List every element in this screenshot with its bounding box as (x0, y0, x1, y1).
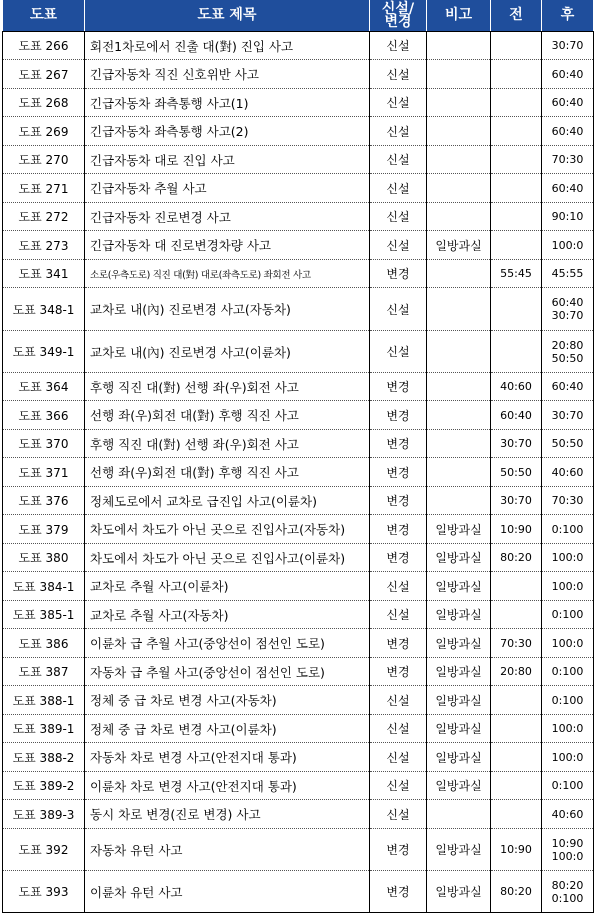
type-cell: 신설 (370, 331, 427, 373)
chart-code-cell: 도표 341 (3, 260, 85, 288)
table-row (3, 743, 594, 772)
note-cell (427, 60, 491, 89)
table-row (3, 430, 594, 458)
before-ratio-cell (491, 715, 542, 743)
before-ratio-cell (491, 743, 542, 772)
table-row (3, 629, 594, 658)
before-ratio-cell: 30:70 (491, 487, 542, 515)
table-row (3, 331, 594, 373)
note-cell: 일방과실 (427, 772, 491, 800)
table-row (3, 871, 594, 913)
before-ratio-cell (491, 601, 542, 629)
chart-code-cell: 도표 370 (3, 430, 85, 458)
chart-title-cell: 교차로 추월 사고(이륜차) (85, 572, 370, 601)
type-cell: 변경 (370, 487, 427, 515)
after-ratio-cell: 70:30 (542, 487, 594, 515)
note-cell (427, 32, 491, 60)
before-ratio-cell (491, 146, 542, 174)
chart-code-cell: 도표 376 (3, 487, 85, 515)
note-cell (427, 203, 491, 231)
after-ratio-line: 10:90 (551, 836, 584, 850)
chart-code-cell: 도표 379 (3, 515, 85, 544)
header-after: 후 (542, 0, 594, 32)
after-ratio-line: 60:40 (551, 296, 584, 309)
after-ratio-line: 20:80 (551, 338, 584, 352)
type-cell: 변경 (370, 658, 427, 686)
after-ratio-cell: 100:0 (542, 743, 594, 772)
table-row (3, 146, 594, 174)
after-ratio-cell: 45:55 (542, 260, 594, 288)
table-row (3, 800, 594, 829)
type-cell: 변경 (370, 458, 427, 487)
type-cell: 변경 (370, 544, 427, 572)
before-ratio-cell: 80:20 (491, 871, 542, 913)
chart-title-cell: 동시 차로 변경(진로 변경) 사고 (85, 800, 370, 829)
type-cell: 변경 (370, 629, 427, 658)
type-cell: 신설 (370, 601, 427, 629)
before-ratio-cell (491, 572, 542, 601)
chart-code-cell: 도표 380 (3, 544, 85, 572)
note-cell (427, 260, 491, 288)
chart-title-cell: 긴급자동차 추월 사고 (85, 174, 370, 203)
table-row (3, 203, 594, 231)
chart-code-cell: 도표 371 (3, 458, 85, 487)
chart-code-cell: 도표 269 (3, 117, 85, 146)
before-ratio-cell: 30:70 (491, 430, 542, 458)
table-row (3, 288, 594, 331)
type-cell: 변경 (370, 373, 427, 401)
note-cell (427, 288, 491, 331)
chart-title-cell: 긴급자동차 대로 진입 사고 (85, 146, 370, 174)
header-type-line: 신설/ (381, 0, 415, 17)
note-cell (427, 146, 491, 174)
chart-title-cell: 선행 좌(우)회전 대(對) 후행 직진 사고 (85, 458, 370, 487)
after-ratio-cell: 40:60 (542, 800, 594, 829)
type-cell: 신설 (370, 89, 427, 117)
before-ratio-cell (491, 331, 542, 373)
type-cell: 변경 (370, 260, 427, 288)
before-ratio-cell (491, 800, 542, 829)
chart-code-cell: 도표 266 (3, 32, 85, 60)
type-cell: 신설 (370, 572, 427, 601)
chart-title-cell: 이륜차 유턴 사고 (85, 871, 370, 913)
type-cell: 신설 (370, 32, 427, 60)
table-row (3, 174, 594, 203)
chart-code-cell: 도표 392 (3, 829, 85, 871)
before-ratio-cell (491, 772, 542, 800)
type-cell: 신설 (370, 743, 427, 772)
note-cell: 일방과실 (427, 743, 491, 772)
type-cell: 신설 (370, 174, 427, 203)
before-ratio-cell (491, 60, 542, 89)
header-title: 도표 제목 (85, 0, 370, 32)
chart-code-cell: 도표 271 (3, 174, 85, 203)
after-ratio-cell: 90:10 (542, 203, 594, 231)
chart-title-cell: 회전1차로에서 진출 대(對) 진입 사고 (85, 32, 370, 60)
note-cell (427, 117, 491, 146)
after-ratio-cell (542, 829, 594, 871)
note-cell (427, 458, 491, 487)
chart-code-cell: 도표 272 (3, 203, 85, 231)
chart-title-cell: 교차로 추월 사고(자동차) (85, 601, 370, 629)
before-ratio-cell (491, 32, 542, 60)
table-row (3, 572, 594, 601)
table-row (3, 231, 594, 260)
table-row (3, 715, 594, 743)
table-row (3, 401, 594, 430)
after-ratio-cell: 100:0 (542, 629, 594, 658)
before-ratio-cell: 55:45 (491, 260, 542, 288)
header-type (370, 0, 427, 32)
type-cell: 신설 (370, 60, 427, 89)
note-cell: 일방과실 (427, 715, 491, 743)
table-row (3, 658, 594, 686)
header-row (3, 0, 594, 32)
chart-code-cell: 도표 268 (3, 89, 85, 117)
note-cell (427, 89, 491, 117)
chart-title-cell: 이륜차 차로 변경 사고(안전지대 통과) (85, 772, 370, 800)
chart-code-cell: 도표 388-1 (3, 686, 85, 715)
note-cell (427, 331, 491, 373)
note-cell: 일방과실 (427, 515, 491, 544)
before-ratio-cell: 40:60 (491, 373, 542, 401)
chart-title-cell: 교차로 내(內) 진로변경 사고(이륜차) (85, 331, 370, 373)
note-cell (427, 800, 491, 829)
after-ratio-cell: 0:100 (542, 686, 594, 715)
after-ratio-cell: 30:70 (542, 401, 594, 430)
after-ratio-cell (542, 331, 594, 373)
before-ratio-cell (491, 288, 542, 331)
after-ratio-cell: 60:40 (542, 60, 594, 89)
before-ratio-cell (491, 89, 542, 117)
table-row (3, 829, 594, 871)
table-row (3, 686, 594, 715)
before-ratio-cell (491, 117, 542, 146)
note-cell: 일방과실 (427, 686, 491, 715)
chart-title-cell: 차도에서 차도가 아닌 곳으로 진입사고(자동차) (85, 515, 370, 544)
chart-code-cell: 도표 385-1 (3, 601, 85, 629)
chart-code-cell: 도표 384-1 (3, 572, 85, 601)
type-cell: 신설 (370, 203, 427, 231)
before-ratio-cell: 10:90 (491, 829, 542, 871)
chart-title-cell: 긴급자동차 직진 신호위반 사고 (85, 60, 370, 89)
table-row (3, 601, 594, 629)
note-cell: 일방과실 (427, 658, 491, 686)
table-row (3, 772, 594, 800)
note-cell: 일방과실 (427, 231, 491, 260)
before-ratio-cell: 80:20 (491, 544, 542, 572)
type-cell: 변경 (370, 515, 427, 544)
chart-code-cell: 도표 389-2 (3, 772, 85, 800)
note-cell: 일방과실 (427, 601, 491, 629)
after-ratio-cell: 100:0 (542, 715, 594, 743)
after-ratio-cell: 40:60 (542, 458, 594, 487)
type-cell: 변경 (370, 430, 427, 458)
chart-code-cell: 도표 387 (3, 658, 85, 686)
after-ratio-line: 0:100 (551, 891, 584, 905)
before-ratio-cell: 50:50 (491, 458, 542, 487)
table-row (3, 544, 594, 572)
table-row (3, 260, 594, 288)
chart-title-cell: 자동차 유턴 사고 (85, 829, 370, 871)
chart-title-cell: 정체도로에서 교차로 급진입 사고(이륜차) (85, 487, 370, 515)
after-ratio-cell: 0:100 (542, 772, 594, 800)
after-ratio-cell: 100:0 (542, 231, 594, 260)
table-row (3, 60, 594, 89)
after-ratio-cell: 0:100 (542, 601, 594, 629)
header-code: 도표 (3, 0, 85, 32)
before-ratio-cell: 70:30 (491, 629, 542, 658)
before-ratio-cell: 60:40 (491, 401, 542, 430)
chart-title-cell: 교차로 내(內) 진로변경 사고(자동차) (85, 288, 370, 331)
chart-code-cell: 도표 386 (3, 629, 85, 658)
after-ratio-cell: 30:70 (542, 32, 594, 60)
type-cell: 신설 (370, 117, 427, 146)
type-cell: 변경 (370, 829, 427, 871)
note-cell (427, 174, 491, 203)
chart-code-cell: 도표 389-1 (3, 715, 85, 743)
note-cell: 일방과실 (427, 572, 491, 601)
after-ratio-cell: 50:50 (542, 430, 594, 458)
chart-title-cell: 긴급자동차 진로변경 사고 (85, 203, 370, 231)
chart-title-cell: 이륜차 급 추월 사고(중앙선이 점선인 도로) (85, 629, 370, 658)
chart-code-cell: 도표 393 (3, 871, 85, 913)
chart-title-cell: 소로(우측도로) 직진 대(對) 대로(좌측도로) 좌회전 사고 (85, 260, 370, 288)
type-cell: 변경 (370, 401, 427, 430)
after-ratio-cell: 0:100 (542, 515, 594, 544)
after-ratio-cell: 60:40 (542, 174, 594, 203)
note-cell: 일방과실 (427, 544, 491, 572)
after-ratio-cell (542, 288, 594, 331)
type-cell: 변경 (370, 871, 427, 913)
after-ratio-line: 100:0 (551, 849, 584, 863)
before-ratio-cell: 20:80 (491, 658, 542, 686)
chart-code-cell: 도표 270 (3, 146, 85, 174)
chart-title-cell: 긴급자동차 좌측통행 사고(1) (85, 89, 370, 117)
after-ratio-cell: 100:0 (542, 544, 594, 572)
before-ratio-cell (491, 231, 542, 260)
after-ratio-cell: 100:0 (542, 572, 594, 601)
chart-title-cell: 후행 직진 대(對) 선행 좌(우)회전 사고 (85, 373, 370, 401)
after-ratio-cell: 0:100 (542, 658, 594, 686)
after-ratio-cell: 60:40 (542, 89, 594, 117)
table-row (3, 373, 594, 401)
after-ratio-cell: 70:30 (542, 146, 594, 174)
chart-title-cell: 선행 좌(우)회전 대(對) 후행 직진 사고 (85, 401, 370, 430)
after-ratio-line: 30:70 (551, 309, 584, 322)
table-row (3, 515, 594, 544)
note-cell (427, 430, 491, 458)
chart-code-cell: 도표 389-3 (3, 800, 85, 829)
chart-title-cell: 정체 중 급 차로 변경 사고(자동차) (85, 686, 370, 715)
chart-title-cell: 후행 직진 대(對) 선행 좌(우)회전 사고 (85, 430, 370, 458)
chart-title-cell: 정체 중 급 차로 변경 사고(이륜차) (85, 715, 370, 743)
table-row (3, 458, 594, 487)
chart-code-cell: 도표 349-1 (3, 331, 85, 373)
after-ratio-cell: 60:40 (542, 373, 594, 401)
chart-code-cell: 도표 388-2 (3, 743, 85, 772)
type-cell: 신설 (370, 715, 427, 743)
table-body (3, 32, 594, 913)
chart-title-cell: 자동차 급 추월 사고(중앙선이 점선인 도로) (85, 658, 370, 686)
note-cell (427, 487, 491, 515)
chart-title-cell: 차도에서 차도가 아닌 곳으로 진입사고(이륜차) (85, 544, 370, 572)
type-cell: 신설 (370, 772, 427, 800)
chart-code-cell: 도표 267 (3, 60, 85, 89)
after-ratio-cell (542, 871, 594, 913)
after-ratio-line: 50:50 (551, 351, 584, 365)
type-cell: 신설 (370, 800, 427, 829)
chart-code-cell: 도표 366 (3, 401, 85, 430)
table-row (3, 487, 594, 515)
before-ratio-cell: 10:90 (491, 515, 542, 544)
accident-chart-table (2, 0, 594, 913)
note-cell (427, 401, 491, 430)
after-ratio-cell: 60:40 (542, 117, 594, 146)
header-before: 전 (491, 0, 542, 32)
table-row (3, 117, 594, 146)
chart-code-cell: 도표 348-1 (3, 288, 85, 331)
type-cell: 신설 (370, 231, 427, 260)
table-row (3, 89, 594, 117)
chart-title-cell: 자동차 차로 변경 사고(안전지대 통과) (85, 743, 370, 772)
header-note: 비고 (427, 0, 491, 32)
note-cell: 일방과실 (427, 629, 491, 658)
before-ratio-cell (491, 686, 542, 715)
type-cell: 신설 (370, 146, 427, 174)
note-cell: 일방과실 (427, 829, 491, 871)
after-ratio-line: 80:20 (551, 878, 584, 892)
chart-code-cell: 도표 273 (3, 231, 85, 260)
table-row (3, 32, 594, 60)
chart-code-cell: 도표 364 (3, 373, 85, 401)
chart-title-cell: 긴급자동차 좌측통행 사고(2) (85, 117, 370, 146)
chart-title-cell: 긴급자동차 대 진로변경차량 사고 (85, 231, 370, 260)
before-ratio-cell (491, 174, 542, 203)
type-cell: 신설 (370, 288, 427, 331)
header-type-line: 변경 (384, 13, 412, 30)
note-cell (427, 373, 491, 401)
note-cell: 일방과실 (427, 871, 491, 913)
before-ratio-cell (491, 203, 542, 231)
type-cell: 신설 (370, 686, 427, 715)
